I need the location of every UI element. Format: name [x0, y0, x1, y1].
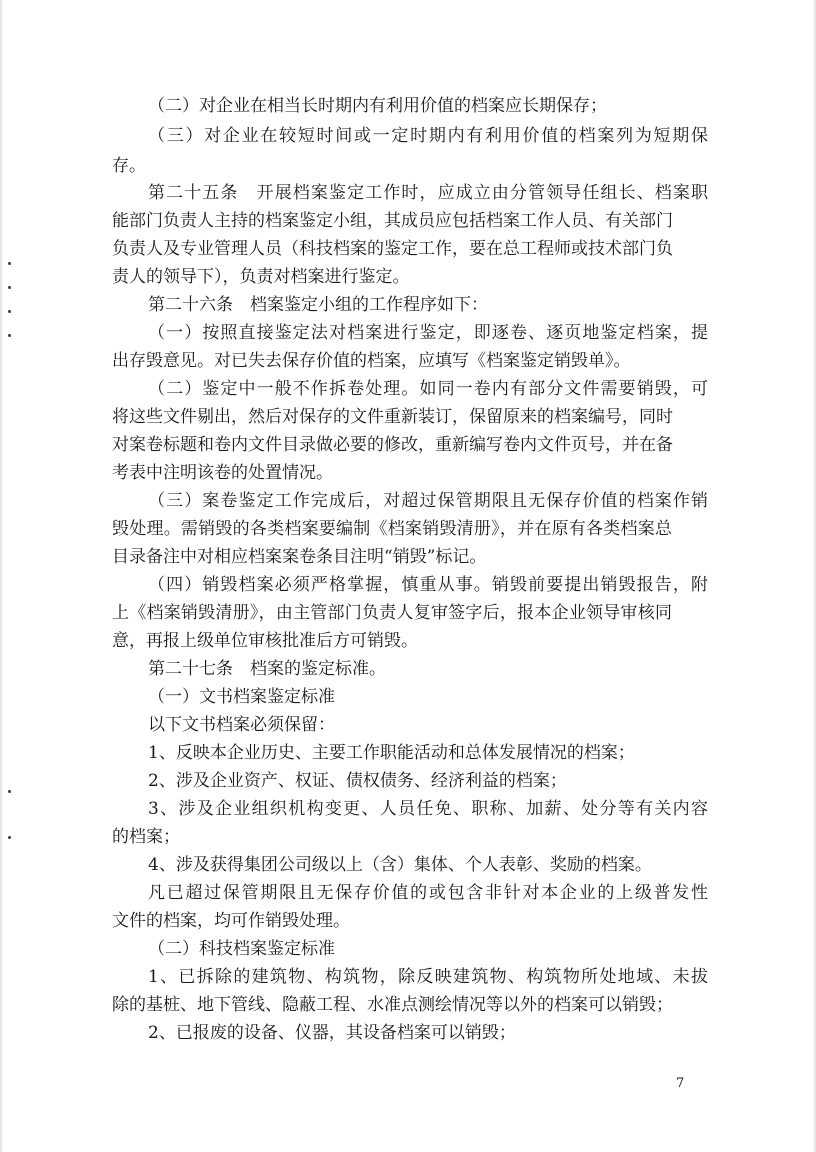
text-line: （一）按照直接鉴定法对档案进行鉴定，即逐卷、逐页地鉴定档案，提 [148, 323, 708, 343]
scan-speck [8, 286, 11, 289]
text-line: 第二十七条 档案的鉴定标准。 [148, 659, 386, 679]
text-line: 1、已拆除的建筑物、构筑物，除反映建筑物、构筑物所处地域、未拔 [148, 967, 708, 987]
text-line: 毁处理。需销毁的各类档案要编制《档案销毁清册》，并在原有各类档案总 [112, 519, 672, 539]
text-line: （一）文书档案鉴定标准 [148, 687, 335, 707]
text-line: （二）对企业在相当长时期内有利用价值的档案应长期保存； [148, 96, 607, 116]
text-line: 存。 [112, 156, 146, 176]
text-line: 3、涉及企业组织机构变更、人员任免、职称、加薪、处分等有关内容 [148, 799, 708, 819]
text-line: （二）科技档案鉴定标准 [148, 939, 335, 959]
scan-speck [8, 334, 11, 337]
text-line: （三）对企业在较短时间或一定时期内有利用价值的档案列为短期保 [148, 126, 708, 146]
text-line: 2、涉及企业资产、权证、债权债务、经济利益的档案； [148, 771, 567, 791]
text-line: （二）鉴定中一般不作拆卷处理。如同一卷内有部分文件需要销毁，可 [148, 379, 708, 399]
text-line: 对案卷标题和卷内文件目录做必要的修改，重新编写卷内文件页号，并在备 [112, 435, 673, 455]
text-line: 2、已报废的设备、仪器，其设备档案可以销毁； [148, 1023, 516, 1043]
text-line: 除的基桩、地下管线、隐蔽工程、水准点测绘情况等以外的档案可以销毁； [112, 995, 673, 1015]
text-line: 意，再报上级单位审核批准后方可销毁。 [112, 631, 418, 651]
text-line: 第二十五条 开展档案鉴定工作时，应成立由分管领导任组长、档案职 [148, 183, 708, 203]
text-line: 目录备注中对相应档案案卷条目注明“销毁”标记。 [112, 547, 487, 567]
page-number: 7 [676, 1076, 685, 1091]
text-line: 4、涉及获得集团公司级以上（含）集体、个人表彰、奖励的档案。 [148, 855, 652, 875]
text-line: 凡已超过保管期限且无保存价值的或包含非针对本企业的上级普发性 [148, 883, 708, 903]
text-line: 第二十六条 档案鉴定小组的工作程序如下： [148, 295, 488, 315]
text-line: 的档案； [112, 827, 180, 847]
scan-speck [8, 262, 11, 265]
scan-speck [8, 790, 11, 793]
text-line: 责人的领导下），负责对档案进行鉴定。 [112, 267, 410, 287]
text-line: 出存毁意见。对已失去保存价值的档案，应填写《档案鉴定销毁单》。 [112, 351, 631, 371]
text-line: 以下文书档案必须保留： [148, 715, 335, 735]
text-line: 文件的档案，均可作销毁处理。 [112, 911, 350, 931]
text-line: （四）销毁档案必须严格掌握，慎重从事。销毁前要提出销毁报告，附 [148, 575, 708, 595]
text-line: 1、反映本企业历史、主要工作职能活动和总体发展情况的档案； [148, 743, 635, 763]
scan-speck [8, 836, 11, 839]
scan-edge-left [0, 0, 2, 1152]
text-line: （三）案卷鉴定工作完成后，对超过保管期限且无保存价值的档案作销 [148, 491, 708, 511]
text-line: 能部门负责人主持的档案鉴定小组，其成员应包括档案工作人员、有关部门 [112, 211, 673, 231]
text-line: 负责人及专业管理人员（科技档案的鉴定工作，要在总工程师或技术部门负 [112, 239, 673, 259]
text-line: 将这些文件剔出，然后对保存的文件重新装订，保留原来的档案编号，同时 [112, 407, 673, 427]
scan-speck [8, 310, 11, 313]
text-line: 上《档案销毁清册》，由主管部门负责人复审签字后，报本企业领导审核同 [112, 603, 672, 623]
text-line: 考表中注明该卷的处置情况。 [112, 463, 333, 483]
